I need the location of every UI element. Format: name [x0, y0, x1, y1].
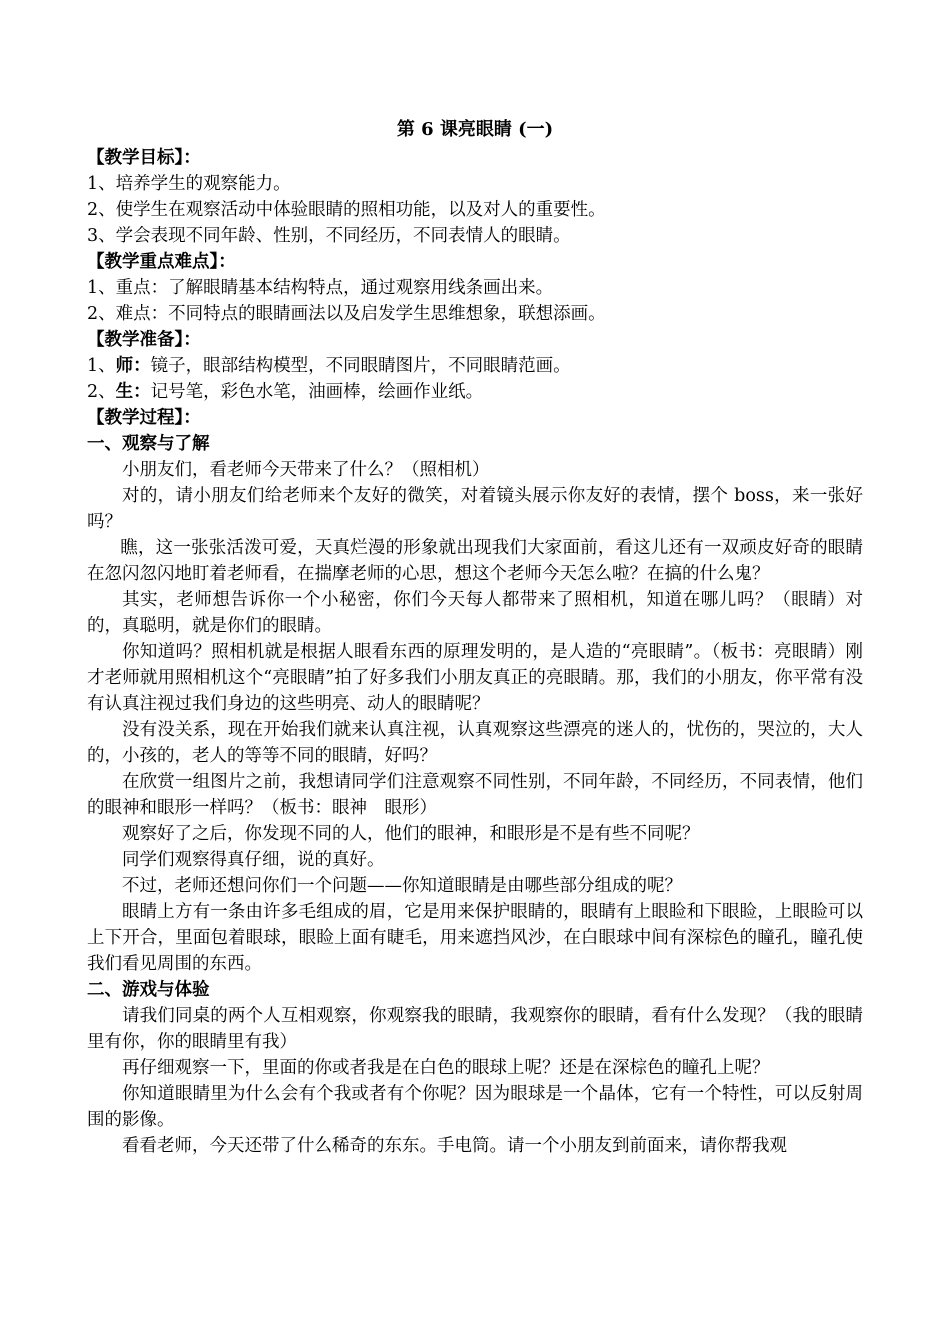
prep-item-number: 1、 — [87, 356, 116, 376]
document-title: 第 6 课亮眼睛 (一) — [396, 119, 554, 140]
prep-item-text: 镜子，眼部结构模型，不同眼睛图片，不同眼睛范画。 — [150, 356, 571, 376]
goals-heading: 【教学目标】： — [87, 148, 201, 168]
prep-item-label: 师： — [115, 356, 151, 376]
paragraph: 再仔细观察一下，里面的你或者我是在白色的眼球上呢？还是在深棕色的瞳孔上呢？ — [122, 1058, 770, 1078]
paragraph: 小朋友们，看老师今天带来了什么？（照相机） — [122, 460, 490, 480]
prep-item-number: 2、 — [87, 382, 116, 402]
paragraph: 眼睛上方有一条由许多毛组成的眉，它是用来保护眼睛的，眼睛有上眼睑和下眼睑，上眼睑可以上下开合，里面包着眼球，眼睑上面有睫毛，用来遮挡风沙，在白眼球中间有深棕色的瞳孔，瞳孔使我们看见周围的东西。 — [87, 902, 863, 974]
prep-item-student — [87, 379, 863, 405]
paragraph: 瞧，这一张张活泼可爱，天真烂漫的形象就出现我们大家面前，看这儿还有一双顽皮好奇的眼睛在忽闪忽闪地盯着老师看，在揣摩老师的心思，想这个老师今天怎么啦？在搞的什么鬼？ — [87, 538, 863, 584]
goal-item: 2、使学生在观察活动中体验眼睛的照相功能，以及对人的重要性。 — [87, 200, 606, 220]
document-page — [87, 117, 863, 1159]
paragraph: 不过，老师还想问你们一个问题——你知道眼睛是由哪些部分组成的呢？ — [122, 876, 682, 896]
process-heading: 【教学过程】： — [87, 408, 201, 428]
paragraph: 请我们同桌的两个人互相观察，你观察我的眼睛，我观察你的眼睛，看有什么发现？（我的眼睛里有你，你的眼睛里有我） — [87, 1006, 863, 1052]
prep-heading: 【教学准备】： — [87, 330, 201, 350]
paragraph: 没有没关系，现在开始我们就来认真注视，认真观察这些漂亮的迷人的，忧伤的，哭泣的，大人的，小孩的，老人的等等不同的眼睛，好吗？ — [87, 720, 863, 766]
prep-item-label: 生： — [115, 382, 151, 402]
paragraph: 在欣赏一组图片之前，我想请同学们注意观察不同性别，不同年龄，不同经历，不同表情，他们的眼神和眼形一样吗？（板书：眼神 眼形） — [87, 772, 863, 818]
prep-item-teacher — [87, 353, 863, 379]
goal-item: 1、培养学生的观察能力。 — [87, 174, 291, 194]
keypoint-item: 2、难点：不同特点的眼睛画法以及启发学生思维想象，联想添画。 — [87, 304, 606, 324]
keypoints-heading: 【教学重点难点】： — [87, 252, 236, 272]
part2-heading: 二、游戏与体验 — [87, 980, 210, 1000]
prep-item-text: 记号笔，彩色水笔，油画棒，绘画作业纸。 — [150, 382, 484, 402]
paragraph: 看看老师，今天还带了什么稀奇的东东。手电筒。请一个小朋友到前面来，请你帮我观 — [122, 1136, 787, 1156]
paragraph: 你知道吗？照相机就是根据人眼看东西的原理发明的，是人造的“亮眼睛”。（板书：亮眼睛）刚才老师就用照相机这个“亮眼睛”拍了好多我们小朋友真正的亮眼睛。那，我们的小朋友，你平常有没有认真注视过我们身边的这些明亮、动人的眼睛呢？ — [87, 642, 863, 714]
paragraph: 其实，老师想告诉你一个小秘密，你们今天每人都带来了照相机，知道在哪儿吗？（眼睛）对的，真聪明，就是你们的眼睛。 — [87, 590, 863, 636]
part1-heading: 一、观察与了解 — [87, 434, 210, 454]
paragraph: 你知道眼睛里为什么会有个我或者有个你呢？因为眼球是一个晶体，它有一个特性，可以反射周围的影像。 — [87, 1084, 863, 1130]
paragraph: 同学们观察得真仔细，说的真好。 — [122, 850, 385, 870]
keypoint-item: 1、重点：了解眼睛基本结构特点，通过观察用线条画出来。 — [87, 278, 554, 298]
paragraph: 观察好了之后，你发现不同的人，他们的眼神，和眼形是不是有些不同呢？ — [122, 824, 700, 844]
paragraph: 对的，请小朋友们给老师来个友好的微笑，对着镜头展示你友好的表情，摆个 boss，来一张好吗？ — [87, 486, 863, 532]
goal-item: 3、学会表现不同年龄、性别，不同经历，不同表情人的眼睛。 — [87, 226, 571, 246]
